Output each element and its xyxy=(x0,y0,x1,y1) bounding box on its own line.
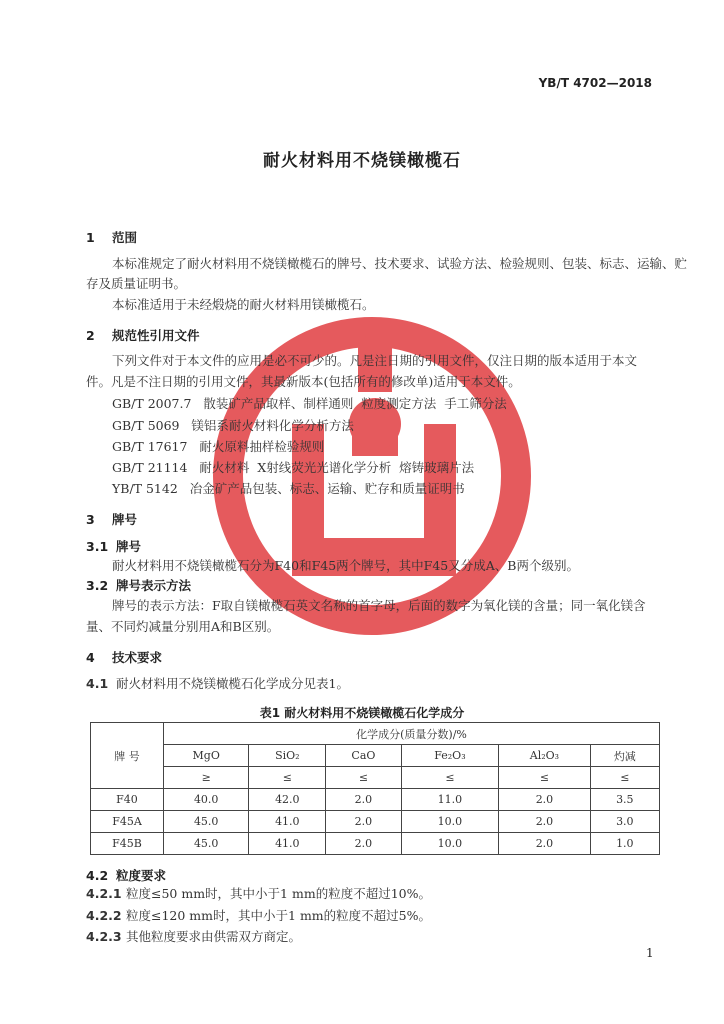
paragraph: 下列文件对于本文件的应用是必不可少的。凡是注日期的引用文件，仅注日期的版本适用于本文 xyxy=(112,353,638,368)
paragraph: 牌号的表示方法：F取自镁橄榄石英文名称的首字母，后面的数字为氧化镁的含量；同一氧化镁含 xyxy=(112,598,646,613)
standard-code: YB/T 4702—2018 xyxy=(538,76,652,90)
value-cell: 45.0 xyxy=(164,811,249,833)
column-header: Fe₂O₃ xyxy=(401,745,499,767)
table-header-row xyxy=(91,723,660,745)
paragraph-text: 粒度≤120 mm时，其中小于1 mm的粒度不超过5%。 xyxy=(126,908,431,923)
page-number: 1 xyxy=(646,946,654,960)
table-column-row xyxy=(91,745,660,767)
value-cell: 2.0 xyxy=(326,811,401,833)
value-cell: 40.0 xyxy=(164,789,249,811)
table-caption: 表1 耐火材料用不烧镁橄榄石化学成分 xyxy=(259,706,465,720)
section-3-heading xyxy=(86,510,137,528)
table-limit-row xyxy=(91,767,660,789)
limit-cell: ≤ xyxy=(499,767,590,789)
column-header: 灼减 xyxy=(590,745,659,767)
paragraph-text: 粒度≤50 mm时，其中小于1 mm的粒度不超过10%。 xyxy=(126,886,431,901)
table-row xyxy=(91,811,660,833)
paragraph-text: 耐火材料用不烧镁橄榄石化学成分见表1。 xyxy=(116,676,349,691)
subsection-3-1-heading xyxy=(86,537,141,555)
paragraph: 件。凡是不注日期的引用文件，其最新版本(包括所有的修改单)适用于本文件。 xyxy=(86,374,521,389)
value-cell: 2.0 xyxy=(499,811,590,833)
section-number: 3.1 xyxy=(86,539,109,554)
column-header: SiO₂ xyxy=(249,745,326,767)
reference-item: GB/T 21114 耐火材料 X射线荧光光谱化学分析 熔铸玻璃片法 xyxy=(112,460,475,475)
value-cell: 11.0 xyxy=(401,789,499,811)
value-cell: 2.0 xyxy=(326,789,401,811)
value-cell: 10.0 xyxy=(401,833,499,855)
value-cell: 41.0 xyxy=(249,811,326,833)
paragraph xyxy=(86,674,349,694)
section-number: 3.2 xyxy=(86,578,109,593)
limit-cell: ≤ xyxy=(249,767,326,789)
reference-item: GB/T 5069 镁铝系耐火材料化学分析方法 xyxy=(112,418,354,433)
column-header: CaO xyxy=(326,745,401,767)
table-row xyxy=(91,833,660,855)
subsection-4-2-heading xyxy=(86,866,166,884)
document-title: 耐火材料用不烧镁橄榄石 xyxy=(263,151,461,171)
section-number: 4 xyxy=(86,650,95,665)
reference-item: GB/T 2007.7 散装矿产品取样、制样通则 粒度测定方法 手工筛分法 xyxy=(112,396,507,411)
value-cell: 2.0 xyxy=(499,833,590,855)
subsection-3-2-heading xyxy=(86,576,191,594)
section-title: 范围 xyxy=(112,230,138,245)
paragraph: 耐火材料用不烧镁橄榄石分为F40和F45两个牌号，其中F45又分成A、B两个级别。 xyxy=(112,558,579,573)
section-number: 3 xyxy=(86,512,95,527)
paragraph: 本标准规定了耐火材料用不烧镁橄榄石的牌号、技术要求、试验方法、检验规则、包装、标志、运输、贮 xyxy=(112,256,688,271)
paragraph: 本标准适用于未经煅烧的耐火材料用镁橄榄石。 xyxy=(112,297,375,312)
paragraph: 存及质量证明书。 xyxy=(86,276,187,291)
value-cell: 42.0 xyxy=(249,789,326,811)
value-cell: 41.0 xyxy=(249,833,326,855)
limit-cell: ≤ xyxy=(590,767,659,789)
section-number: 2 xyxy=(86,328,95,343)
column-header: Al₂O₃ xyxy=(499,745,590,767)
section-1-heading xyxy=(86,228,137,246)
section-title: 牌号表示方法 xyxy=(116,578,192,593)
value-cell: 3.0 xyxy=(590,811,659,833)
section-number: 4.1 xyxy=(86,676,109,691)
grade-cell: F45A xyxy=(91,811,164,833)
grade-header: 牌 号 xyxy=(91,723,164,789)
value-cell: 10.0 xyxy=(401,811,499,833)
section-4-heading xyxy=(86,648,162,666)
table-row xyxy=(91,789,660,811)
section-title: 牌号 xyxy=(112,512,138,527)
section-2-heading xyxy=(86,326,200,344)
reference-item: YB/T 5142 冶金矿产品包装、标志、运输、贮存和质量证明书 xyxy=(112,481,465,496)
section-number: 4.2.2 xyxy=(86,908,122,923)
section-number: 4.2 xyxy=(86,868,109,883)
limit-cell: ≤ xyxy=(401,767,499,789)
value-cell: 2.0 xyxy=(499,789,590,811)
section-number: 4.2.1 xyxy=(86,886,122,901)
section-title: 技术要求 xyxy=(112,650,163,665)
value-cell: 3.5 xyxy=(590,789,659,811)
grade-cell: F45B xyxy=(91,833,164,855)
section-title: 牌号 xyxy=(116,539,142,554)
paragraph: 量、不同灼减量分别用A和B区别。 xyxy=(86,619,280,634)
column-header: MgO xyxy=(164,745,249,767)
paragraph xyxy=(86,884,431,904)
grade-cell: F40 xyxy=(91,789,164,811)
paragraph xyxy=(86,927,301,947)
section-title: 规范性引用文件 xyxy=(112,328,200,343)
paragraph-text: 其他粒度要求由供需双方商定。 xyxy=(126,929,302,944)
section-title: 粒度要求 xyxy=(116,868,167,883)
chemical-composition-table xyxy=(90,722,660,855)
value-cell: 45.0 xyxy=(164,833,249,855)
paragraph xyxy=(86,906,431,926)
value-cell: 2.0 xyxy=(326,833,401,855)
group-header: 化学成分(质量分数)/% xyxy=(164,723,660,745)
reference-item: GB/T 17617 耐火原料抽样检验规则 xyxy=(112,439,325,454)
section-number: 4.2.3 xyxy=(86,929,122,944)
value-cell: 1.0 xyxy=(590,833,659,855)
limit-cell: ≤ xyxy=(326,767,401,789)
section-number: 1 xyxy=(86,230,95,245)
limit-cell: ≥ xyxy=(164,767,249,789)
